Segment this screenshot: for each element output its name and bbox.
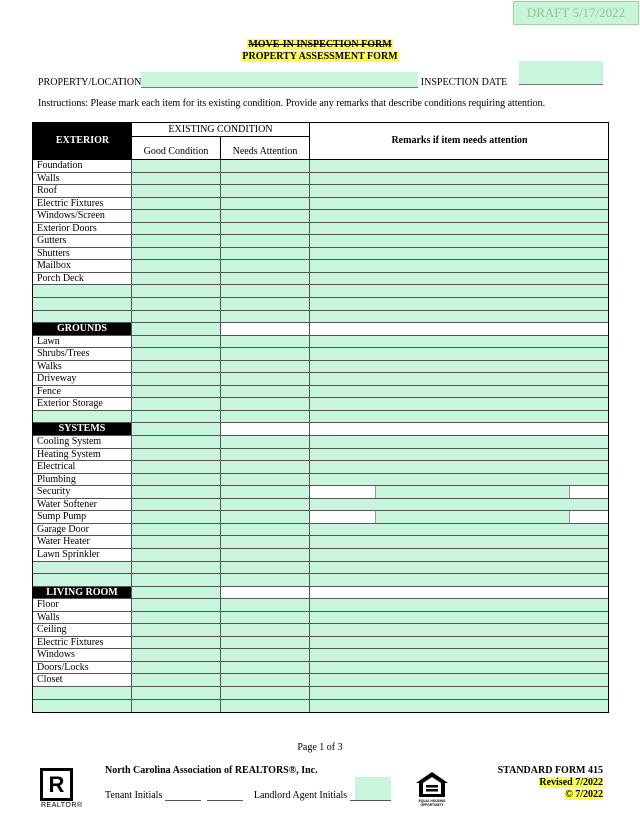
good-condition-cell[interactable] bbox=[132, 449, 221, 461]
item-label: Ceiling bbox=[33, 624, 132, 636]
good-condition-cell[interactable] bbox=[132, 662, 221, 674]
table-row bbox=[33, 373, 608, 386]
remarks-cell[interactable] bbox=[310, 273, 608, 285]
realtor-r-mark: R bbox=[48, 772, 65, 797]
good-condition-cell[interactable] bbox=[132, 574, 221, 586]
item-label: Walks bbox=[33, 361, 132, 373]
table-row bbox=[33, 361, 608, 374]
table-row bbox=[33, 599, 608, 612]
remarks-cell[interactable] bbox=[310, 298, 608, 310]
remarks-cell[interactable] bbox=[310, 474, 608, 486]
needs-attention-cell bbox=[221, 423, 310, 435]
revised-date: Revised 7/2022 bbox=[539, 777, 603, 788]
remarks-cell[interactable] bbox=[310, 524, 608, 536]
remarks-cell[interactable] bbox=[310, 398, 608, 410]
good-condition-cell[interactable] bbox=[132, 524, 221, 536]
table-row bbox=[33, 662, 608, 675]
instructions: Instructions: Please mark each item for its existing condition. Provide any remarks that describe conditions requiring attention. bbox=[38, 98, 546, 109]
item-label: Windows bbox=[33, 649, 132, 661]
item-label[interactable] bbox=[33, 562, 132, 574]
table-row bbox=[33, 687, 608, 700]
item-label: Porch Deck bbox=[33, 273, 132, 285]
remarks-cell[interactable] bbox=[310, 486, 608, 498]
table-row bbox=[33, 336, 608, 349]
table-row bbox=[33, 411, 608, 424]
table-body bbox=[33, 160, 608, 712]
needs-attention-cell[interactable] bbox=[221, 223, 310, 235]
item-label: Driveway bbox=[33, 373, 132, 385]
item-label: Water Heater bbox=[33, 536, 132, 548]
needs-attention-cell[interactable] bbox=[221, 411, 310, 423]
section-header: GROUNDS bbox=[33, 323, 132, 335]
item-label: Garage Door bbox=[33, 524, 132, 536]
needs-attention-cell[interactable] bbox=[221, 549, 310, 561]
remarks-cell[interactable] bbox=[310, 198, 608, 210]
good-condition-cell[interactable] bbox=[132, 248, 221, 260]
initials-line bbox=[105, 789, 386, 801]
remarks-cell[interactable] bbox=[310, 361, 608, 373]
good-condition-cell[interactable] bbox=[132, 398, 221, 410]
remarks-cell[interactable] bbox=[310, 436, 608, 448]
remarks-cell[interactable] bbox=[310, 248, 608, 260]
item-label[interactable] bbox=[33, 311, 132, 323]
remarks-cell[interactable] bbox=[310, 687, 608, 699]
good-condition-cell[interactable] bbox=[132, 612, 221, 624]
table-row bbox=[33, 386, 608, 399]
table-row bbox=[33, 273, 608, 286]
remarks-cell[interactable] bbox=[310, 574, 608, 586]
remarks-cell[interactable] bbox=[310, 511, 608, 523]
remarks-cell[interactable] bbox=[310, 386, 608, 398]
table-row bbox=[33, 562, 608, 575]
good-condition-cell[interactable] bbox=[132, 499, 221, 511]
needs-attention-cell[interactable] bbox=[221, 612, 310, 624]
good-condition-cell[interactable] bbox=[132, 311, 221, 323]
table-row bbox=[33, 223, 608, 236]
page-number: Page 1 of 3 bbox=[297, 742, 343, 753]
needs-attention-cell[interactable] bbox=[221, 524, 310, 536]
remarks-cell[interactable] bbox=[310, 662, 608, 674]
good-condition-cell[interactable] bbox=[132, 198, 221, 210]
remarks-cell[interactable] bbox=[310, 674, 608, 686]
good-condition-cell[interactable] bbox=[132, 348, 221, 360]
needs-attention-cell[interactable] bbox=[221, 373, 310, 385]
remarks-cell[interactable] bbox=[310, 260, 608, 272]
needs-attention-cell[interactable] bbox=[221, 536, 310, 548]
section-row bbox=[33, 587, 608, 600]
remarks-cell[interactable] bbox=[310, 624, 608, 636]
table-row bbox=[33, 474, 608, 487]
remarks-cell[interactable] bbox=[310, 311, 608, 323]
good-condition-cell[interactable] bbox=[132, 386, 221, 398]
remarks-cell[interactable] bbox=[310, 411, 608, 423]
section-header: SYSTEMS bbox=[33, 423, 132, 435]
remarks-cell[interactable] bbox=[310, 549, 608, 561]
item-label: Cooling System bbox=[33, 436, 132, 448]
needs-attention-cell[interactable] bbox=[221, 210, 310, 222]
equal-housing-icon bbox=[413, 770, 451, 808]
item-label[interactable] bbox=[33, 687, 132, 699]
good-condition-cell[interactable] bbox=[132, 637, 221, 649]
needs-attention-cell[interactable] bbox=[221, 687, 310, 699]
item-label: Plumbing bbox=[33, 474, 132, 486]
section-row bbox=[33, 423, 608, 436]
item-label: Shutters bbox=[33, 248, 132, 260]
needs-attention-cell[interactable] bbox=[221, 298, 310, 310]
needs-attention-cell[interactable] bbox=[221, 637, 310, 649]
remarks-cell[interactable] bbox=[310, 562, 608, 574]
item-label: Exterior Storage bbox=[33, 398, 132, 410]
good-condition-cell[interactable] bbox=[132, 411, 221, 423]
item-label: Security bbox=[33, 486, 132, 498]
remarks-cell[interactable] bbox=[310, 637, 608, 649]
item-label: Lawn bbox=[33, 336, 132, 348]
realtor-logo bbox=[40, 768, 73, 801]
needs-attention-cell[interactable] bbox=[221, 461, 310, 473]
needs-attention-cell[interactable] bbox=[221, 198, 310, 210]
good-condition-cell[interactable] bbox=[132, 173, 221, 185]
table-row bbox=[33, 649, 608, 662]
table-row bbox=[33, 311, 608, 324]
needs-attention-cell[interactable] bbox=[221, 361, 310, 373]
draft-stamp: DRAFT 5/17/2022 bbox=[513, 1, 639, 25]
tenant-initials-input-1[interactable] bbox=[165, 789, 201, 801]
needs-attention-cell[interactable] bbox=[221, 499, 310, 511]
needs-attention-cell[interactable] bbox=[221, 674, 310, 686]
table-row bbox=[33, 574, 608, 587]
remarks-cell[interactable] bbox=[310, 336, 608, 348]
header-good-condition: Good Condition bbox=[132, 137, 221, 159]
item-label: Shrubs/Trees bbox=[33, 348, 132, 360]
item-label: Roof bbox=[33, 185, 132, 197]
form-title-block bbox=[0, 39, 640, 63]
needs-attention-cell[interactable] bbox=[221, 386, 310, 398]
good-condition-cell[interactable] bbox=[132, 323, 221, 335]
item-label[interactable] bbox=[33, 298, 132, 310]
remarks-cell[interactable] bbox=[310, 536, 608, 548]
inspection-date-label: INSPECTION DATE bbox=[420, 77, 508, 88]
good-condition-cell[interactable] bbox=[132, 461, 221, 473]
table-row bbox=[33, 700, 608, 713]
landlord-initials-field[interactable] bbox=[355, 777, 391, 801]
table-row bbox=[33, 210, 608, 223]
remarks-cell[interactable] bbox=[310, 499, 608, 511]
needs-attention-cell[interactable] bbox=[221, 235, 310, 247]
table-row bbox=[33, 248, 608, 261]
table-row bbox=[33, 536, 608, 549]
good-condition-cell[interactable] bbox=[132, 549, 221, 561]
item-label: Foundation bbox=[33, 160, 132, 172]
item-label: Mailbox bbox=[33, 260, 132, 272]
form-title: PROPERTY ASSESSMENT FORM bbox=[242, 51, 398, 62]
needs-attention-cell[interactable] bbox=[221, 649, 310, 661]
remarks-cell[interactable] bbox=[310, 700, 608, 713]
tenant-initials-label: Tenant Initials bbox=[105, 790, 163, 801]
eho-text-line1: EQUAL HOUSING bbox=[418, 799, 446, 803]
good-condition-cell[interactable] bbox=[132, 423, 221, 435]
eho-text-line2: OPPORTUNITY bbox=[420, 803, 444, 807]
header-exterior: EXTERIOR bbox=[33, 123, 132, 159]
good-condition-cell[interactable] bbox=[132, 373, 221, 385]
remarks-cell[interactable] bbox=[310, 599, 608, 611]
good-condition-cell[interactable] bbox=[132, 649, 221, 661]
item-label: Heating System bbox=[33, 449, 132, 461]
good-condition-cell[interactable] bbox=[132, 260, 221, 272]
needs-attention-cell[interactable] bbox=[221, 336, 310, 348]
standard-form-block bbox=[460, 765, 603, 801]
table-row bbox=[33, 524, 608, 537]
good-condition-cell[interactable] bbox=[132, 336, 221, 348]
remarks-cell[interactable] bbox=[310, 160, 608, 172]
good-condition-cell[interactable] bbox=[132, 536, 221, 548]
good-condition-cell[interactable] bbox=[132, 223, 221, 235]
good-condition-cell[interactable] bbox=[132, 285, 221, 297]
needs-attention-cell[interactable] bbox=[221, 474, 310, 486]
needs-attention-cell[interactable] bbox=[221, 160, 310, 172]
needs-attention-cell[interactable] bbox=[221, 348, 310, 360]
needs-attention-cell[interactable] bbox=[221, 449, 310, 461]
table-row bbox=[33, 398, 608, 411]
item-label[interactable] bbox=[33, 574, 132, 586]
table-row bbox=[33, 674, 608, 687]
item-label: Electric Fixtures bbox=[33, 637, 132, 649]
remarks-cell[interactable] bbox=[310, 649, 608, 661]
good-condition-cell[interactable] bbox=[132, 210, 221, 222]
needs-attention-cell[interactable] bbox=[221, 398, 310, 410]
remarks-cell[interactable] bbox=[310, 223, 608, 235]
table-header bbox=[33, 123, 608, 160]
section-header: LIVING ROOM bbox=[33, 587, 132, 599]
good-condition-cell[interactable] bbox=[132, 511, 221, 523]
header-remarks: Remarks if item needs attention bbox=[391, 135, 528, 146]
item-label: Water Softener bbox=[33, 499, 132, 511]
table-row bbox=[33, 185, 608, 198]
needs-attention-cell[interactable] bbox=[221, 624, 310, 636]
remarks-cell[interactable] bbox=[310, 348, 608, 360]
needs-attention-cell[interactable] bbox=[221, 260, 310, 272]
table-row bbox=[33, 198, 608, 211]
table-row bbox=[33, 461, 608, 474]
table-row bbox=[33, 260, 608, 273]
table-row bbox=[33, 160, 608, 173]
association-name: North Carolina Association of REALTORS®, Inc. bbox=[105, 765, 318, 776]
good-condition-cell[interactable] bbox=[132, 273, 221, 285]
remarks-cell[interactable] bbox=[310, 173, 608, 185]
table-row bbox=[33, 436, 608, 449]
remarks-cell bbox=[310, 423, 608, 435]
needs-attention-cell[interactable] bbox=[221, 311, 310, 323]
item-label[interactable] bbox=[33, 411, 132, 423]
item-label: Fence bbox=[33, 386, 132, 398]
header-existing-condition: EXISTING CONDITION bbox=[132, 123, 310, 137]
header-needs-attention: Needs Attention bbox=[221, 137, 310, 159]
table-row bbox=[33, 173, 608, 186]
inspection-date-input[interactable] bbox=[519, 61, 603, 85]
table-row bbox=[33, 285, 608, 298]
good-condition-cell[interactable] bbox=[132, 587, 221, 599]
item-label: Floor bbox=[33, 599, 132, 611]
good-condition-cell[interactable] bbox=[132, 185, 221, 197]
good-condition-cell[interactable] bbox=[132, 160, 221, 172]
good-condition-cell[interactable] bbox=[132, 674, 221, 686]
table-row bbox=[33, 511, 608, 524]
table-row bbox=[33, 549, 608, 562]
remarks-cell[interactable] bbox=[310, 185, 608, 197]
item-label: Lawn Sprinkler bbox=[33, 549, 132, 561]
good-condition-cell[interactable] bbox=[132, 486, 221, 498]
needs-attention-cell[interactable] bbox=[221, 486, 310, 498]
item-label: Walls bbox=[33, 173, 132, 185]
table-row bbox=[33, 449, 608, 462]
remarks-cell[interactable] bbox=[310, 461, 608, 473]
item-label[interactable] bbox=[33, 285, 132, 297]
good-condition-cell[interactable] bbox=[132, 235, 221, 247]
needs-attention-cell[interactable] bbox=[221, 285, 310, 297]
needs-attention-cell[interactable] bbox=[221, 574, 310, 586]
tenant-initials-input-2[interactable] bbox=[207, 789, 243, 801]
remarks-cell[interactable] bbox=[310, 285, 608, 297]
needs-attention-cell[interactable] bbox=[221, 562, 310, 574]
needs-attention-cell[interactable] bbox=[221, 599, 310, 611]
good-condition-cell[interactable] bbox=[132, 700, 221, 713]
property-input[interactable] bbox=[141, 72, 418, 88]
good-condition-cell[interactable] bbox=[132, 624, 221, 636]
table-row bbox=[33, 348, 608, 361]
item-label: Electric Fixtures bbox=[33, 198, 132, 210]
table-row bbox=[33, 499, 608, 512]
inspection-table bbox=[32, 122, 609, 713]
property-line bbox=[38, 72, 507, 88]
item-label: Electrical bbox=[33, 461, 132, 473]
table-row bbox=[33, 612, 608, 625]
remarks-cell[interactable] bbox=[310, 373, 608, 385]
needs-attention-cell[interactable] bbox=[221, 185, 310, 197]
table-row bbox=[33, 624, 608, 637]
section-row bbox=[33, 323, 608, 336]
good-condition-cell[interactable] bbox=[132, 298, 221, 310]
copyright: © 7/2022 bbox=[565, 789, 603, 800]
remarks-cell[interactable] bbox=[310, 235, 608, 247]
item-label: Walls bbox=[33, 612, 132, 624]
needs-attention-cell[interactable] bbox=[221, 511, 310, 523]
item-label: Gutters bbox=[33, 235, 132, 247]
needs-attention-cell[interactable] bbox=[221, 700, 310, 713]
needs-attention-cell[interactable] bbox=[221, 436, 310, 448]
item-label[interactable] bbox=[33, 700, 132, 713]
table-row bbox=[33, 637, 608, 650]
table-row bbox=[33, 486, 608, 499]
good-condition-cell[interactable] bbox=[132, 361, 221, 373]
remarks-cell[interactable] bbox=[310, 612, 608, 624]
property-label: PROPERTY/LOCATION bbox=[38, 77, 142, 88]
good-condition-cell[interactable] bbox=[132, 562, 221, 574]
needs-attention-cell[interactable] bbox=[221, 273, 310, 285]
needs-attention-cell[interactable] bbox=[221, 662, 310, 674]
remarks-cell[interactable] bbox=[310, 449, 608, 461]
item-label: Exterior Doors bbox=[33, 223, 132, 235]
landlord-initials-label: Landlord Agent Initials bbox=[253, 790, 348, 801]
standard-form-number: STANDARD FORM 415 bbox=[497, 765, 603, 776]
good-condition-cell[interactable] bbox=[132, 599, 221, 611]
realtor-logo-text: REALTOR® bbox=[41, 802, 83, 809]
item-label: Windows/Screen bbox=[33, 210, 132, 222]
item-label: Closet bbox=[33, 674, 132, 686]
item-label: Doors/Locks bbox=[33, 662, 132, 674]
table-row bbox=[33, 298, 608, 311]
needs-attention-cell[interactable] bbox=[221, 173, 310, 185]
needs-attention-cell bbox=[221, 323, 310, 335]
good-condition-cell[interactable] bbox=[132, 474, 221, 486]
good-condition-cell[interactable] bbox=[132, 687, 221, 699]
good-condition-cell[interactable] bbox=[132, 436, 221, 448]
remarks-cell bbox=[310, 323, 608, 335]
form-title-struck: MOVE-IN INSPECTION FORM bbox=[248, 39, 392, 50]
remarks-cell[interactable] bbox=[310, 210, 608, 222]
item-label: Sump Pump bbox=[33, 511, 132, 523]
table-row bbox=[33, 235, 608, 248]
remarks-cell bbox=[310, 587, 608, 599]
needs-attention-cell bbox=[221, 587, 310, 599]
needs-attention-cell[interactable] bbox=[221, 248, 310, 260]
